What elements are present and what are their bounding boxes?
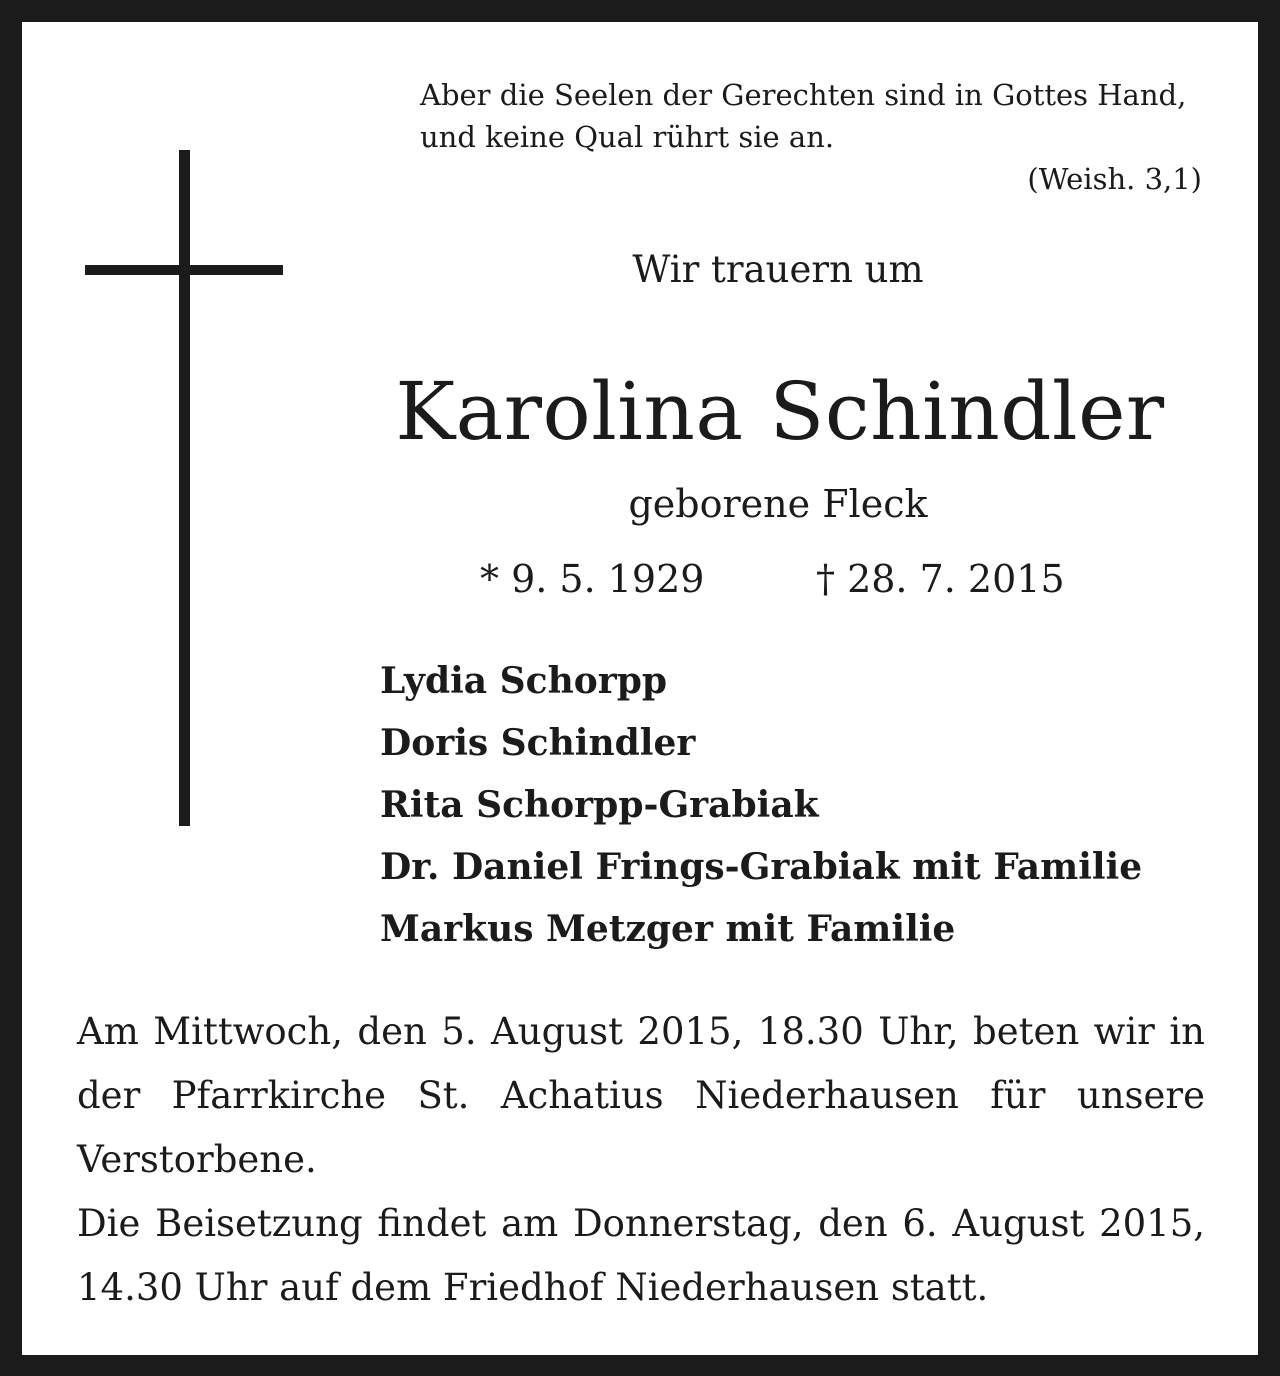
cross-vertical-bar bbox=[179, 150, 190, 826]
cross-horizontal-bar bbox=[85, 265, 283, 275]
mourner-name: Dr. Daniel Frings-Grabiak mit Familie bbox=[380, 846, 1143, 888]
birth-date: * 9. 5. 1929 bbox=[480, 557, 705, 601]
deceased-name: Karolina Schindler bbox=[395, 365, 1165, 458]
mourner-name: Doris Schindler bbox=[380, 722, 696, 764]
burial-text: Die Beisetzung findet am Donnerstag, den 6. August 2015, 14.30 Uhr auf dem Friedhof Niederhausen statt. bbox=[77, 1202, 1205, 1309]
verse-reference: (Weish. 3,1) bbox=[1027, 162, 1202, 196]
verse-line-1: Aber die Seelen der Gerechten sind in Gottes Hand, bbox=[420, 78, 1187, 112]
maiden-name: geborene Fleck bbox=[628, 482, 928, 526]
service-details bbox=[77, 1000, 1205, 1320]
mourning-heading: Wir trauern um bbox=[632, 248, 924, 291]
obituary-notice bbox=[22, 22, 1258, 1355]
mourners-list bbox=[380, 650, 1142, 960]
death-date: † 28. 7. 2015 bbox=[816, 557, 1065, 601]
mourner-name: Lydia Schorpp bbox=[380, 660, 668, 702]
prayer-service-text: Am Mittwoch, den 5. August 2015, 18.30 Uhr, beten wir in der Pfarrkirche St. Achatius Niederhausen für unsere Verstorbene. bbox=[77, 1010, 1205, 1181]
mourner-name: Rita Schorpp-Grabiak bbox=[380, 784, 819, 826]
verse-line-2: und keine Qual rührt sie an. bbox=[420, 120, 835, 154]
mourner-name: Markus Metzger mit Familie bbox=[380, 908, 956, 950]
bible-verse bbox=[420, 74, 1210, 158]
